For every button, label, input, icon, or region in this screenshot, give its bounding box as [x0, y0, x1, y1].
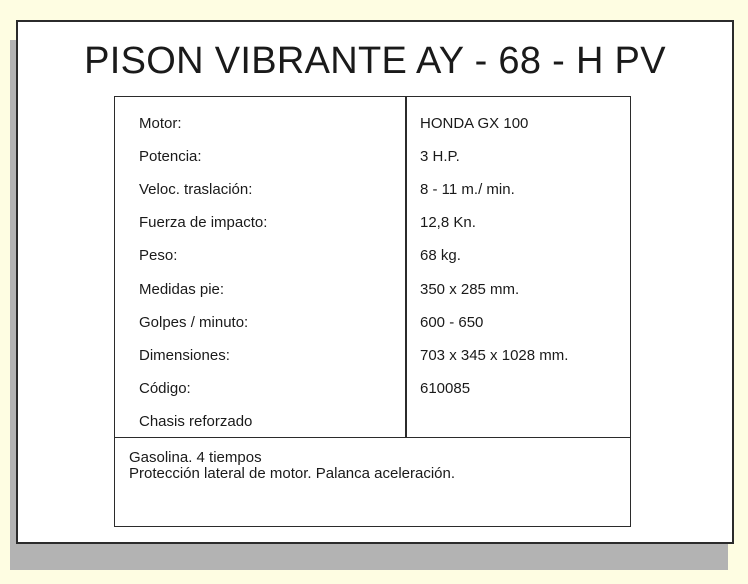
- spec-label: Motor:: [139, 115, 182, 132]
- spec-value: 610085: [420, 380, 471, 397]
- note-line: Gasolina. 4 tiempos: [129, 449, 262, 466]
- product-title: PISON VIBRANTE AY - 68 - H PV: [84, 40, 666, 82]
- spec-sheet-card: [16, 20, 734, 544]
- spec-row-fuerza: [115, 206, 630, 239]
- spec-box: [114, 96, 631, 527]
- spec-label: Chasis reforzado: [139, 413, 253, 430]
- spec-row-codigo: [115, 372, 630, 405]
- spec-table: [115, 97, 630, 438]
- spec-row-chasis: [115, 405, 630, 438]
- spec-value: 703 x 345 x 1028 mm.: [420, 347, 569, 364]
- spec-value: 350 x 285 mm.: [420, 281, 520, 298]
- spec-value: 12,8 Kn.: [420, 214, 476, 231]
- spec-value: 68 kg.: [420, 247, 461, 264]
- spec-label: Golpes / minuto:: [139, 314, 249, 331]
- notes-section: [129, 450, 455, 482]
- spec-value: 8 - 11 m./ min.: [420, 181, 515, 198]
- spec-label: Código:: [139, 380, 191, 397]
- spec-label: Medidas pie:: [139, 281, 225, 298]
- spec-label: Peso:: [139, 247, 178, 264]
- spec-value: 600 - 650: [420, 314, 484, 331]
- spec-row-peso: [115, 239, 630, 272]
- spec-row-potencia: [115, 140, 630, 173]
- spec-row-velocidad: [115, 173, 630, 206]
- spec-row-dimensiones: [115, 339, 630, 372]
- spec-label: Dimensiones:: [139, 347, 230, 364]
- spec-label: Potencia:: [139, 148, 202, 165]
- spec-row-medidas-pie: [115, 273, 630, 306]
- spec-row-motor: [115, 107, 630, 140]
- spec-row-golpes: [115, 306, 630, 339]
- spec-value: HONDA GX 100: [420, 115, 529, 132]
- spec-label: Fuerza de impacto:: [139, 214, 268, 231]
- note-line: Protección lateral de motor. Palanca aceleración.: [129, 465, 456, 482]
- spec-value: 3 H.P.: [420, 148, 460, 165]
- spec-label: Veloc. traslación:: [139, 181, 253, 198]
